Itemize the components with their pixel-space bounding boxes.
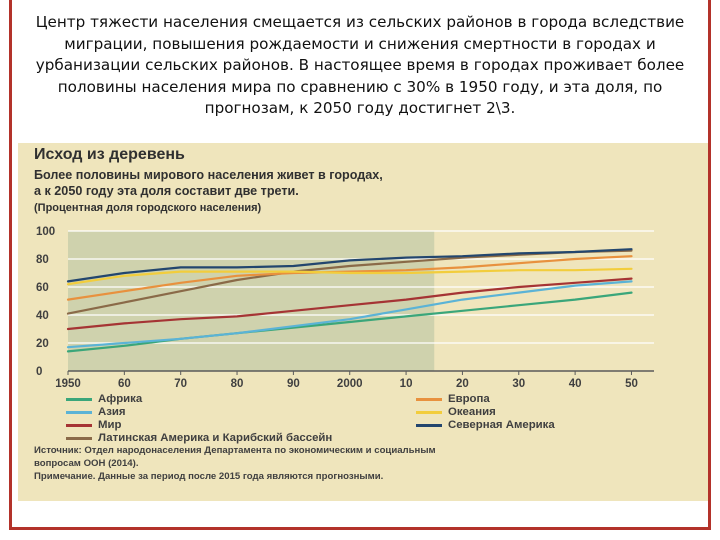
chart-subtitle-line-2: а к 2050 году эта доля составит две трети. xyxy=(34,184,299,198)
y-tick-label: 20 xyxy=(36,338,49,350)
x-tick-label: 90 xyxy=(286,378,300,390)
chart-figure xyxy=(18,143,708,501)
x-tick-label: 50 xyxy=(625,378,638,390)
legend-label: Африка xyxy=(98,393,143,405)
chart-title: Исход из деревень xyxy=(34,146,185,163)
legend-swatch xyxy=(66,398,92,401)
x-tick-label: 80 xyxy=(230,378,244,390)
x-tick-label: 40 xyxy=(568,378,582,390)
chart-subtitle-line-1: Более половины мирового населения живет в городах, xyxy=(34,168,383,182)
x-tick-label: 10 xyxy=(399,378,413,390)
slide-border-bottom xyxy=(9,527,711,530)
legend-swatch xyxy=(66,437,92,440)
chart-source xyxy=(34,445,694,483)
historical-period-shade xyxy=(68,231,434,371)
x-tick-label: 70 xyxy=(174,378,188,390)
x-tick-label: 20 xyxy=(456,378,469,390)
legend-swatch xyxy=(416,411,442,414)
slide-border-right xyxy=(708,0,711,530)
source-line-3: Примечание. Данные за период после 2015 года являются прогнозными. xyxy=(34,470,384,482)
source-line-2: вопросам ООН (2014). xyxy=(34,457,139,469)
y-tick-label: 80 xyxy=(36,254,49,266)
legend-swatch xyxy=(416,424,442,427)
legend-label: Латинская Америка и Карибский бассейн xyxy=(98,432,333,444)
x-tick-label: 1950 xyxy=(55,378,81,390)
legend-swatch xyxy=(66,424,92,427)
x-tick-label: 2000 xyxy=(336,378,363,390)
y-tick-label: 40 xyxy=(36,310,49,322)
legend-swatch xyxy=(416,398,442,401)
x-tick-label: 60 xyxy=(117,378,131,390)
x-tick-label: 30 xyxy=(512,378,526,390)
y-tick-label: 100 xyxy=(36,226,56,238)
source-line-1: Источник: Отдел народонаселения Департамента по экономическим и социальным xyxy=(34,445,436,456)
legend-label: Азия xyxy=(98,406,126,418)
slide-border-left xyxy=(9,0,12,530)
slide-caption: Центр тяжести населения смещается из сельских районов в города вследствие миграции, повышения рождаемости и снижения смертности в городах и урбанизации сельских районов. В настоящее время в городах проживает более половины населения мира по сравнению с 30% в 1950 году, и эта доля, по прогнозам, к 2050 году достигнет 2\3. xyxy=(35,13,685,118)
y-tick-label: 60 xyxy=(36,282,49,294)
legend-label: Северная Америка xyxy=(448,419,555,431)
chart-note: (Процентная доля городского населения) xyxy=(34,202,262,214)
y-tick-label: 0 xyxy=(36,366,43,378)
legend-swatch xyxy=(66,411,92,414)
legend-label: Европа xyxy=(448,393,490,405)
legend-label: Океания xyxy=(448,406,496,418)
legend-label: Мир xyxy=(98,419,122,431)
